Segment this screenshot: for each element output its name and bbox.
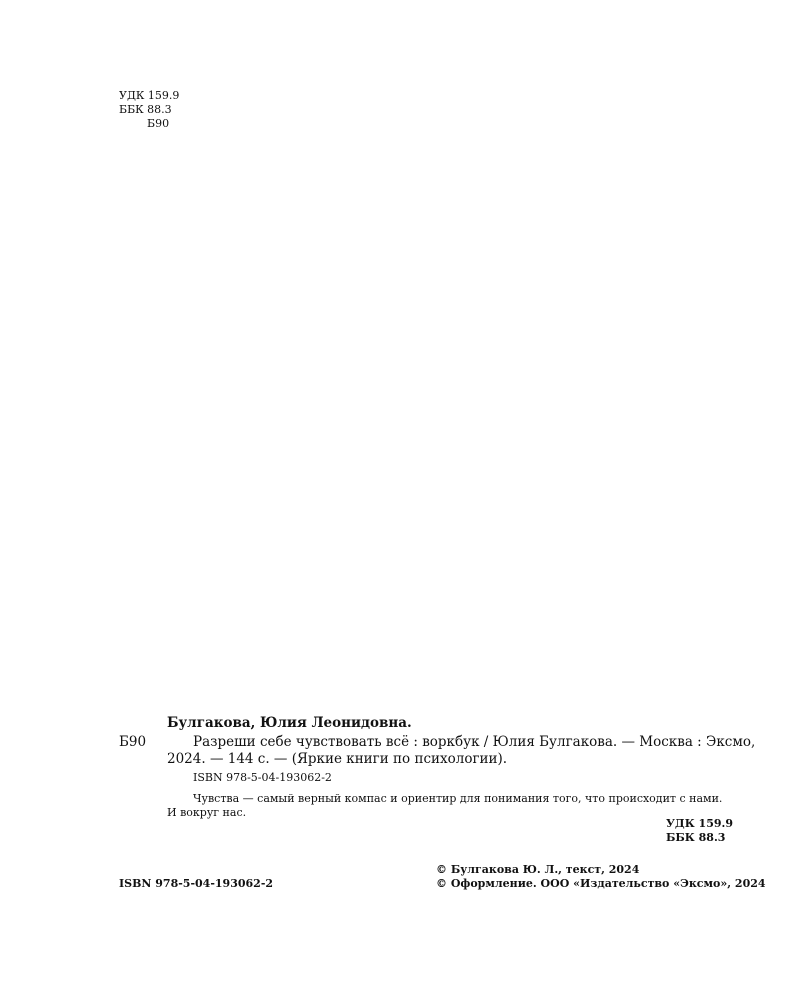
- author-mark-top: Б90: [147, 117, 170, 130]
- annotation-line-2: И вокруг нас.: [167, 806, 247, 819]
- copyright-design: © Оформление. ООО «Издательство «Эксмо», 2024: [436, 877, 766, 890]
- description-line-2: 2024. — 144 с. — (Яркие книги по психологии).: [167, 751, 508, 767]
- copyright-text: © Булгакова Ю. Л., текст, 2024: [436, 863, 640, 876]
- annotation-line-1: Чувства — самый верный компас и ориентир для понимания того, что происходит с нами.: [193, 792, 723, 805]
- bbk-code-bottom: ББК 88.3: [666, 831, 726, 844]
- udk-code-bottom: УДК 159.9: [666, 817, 733, 830]
- record-isbn: ISBN 978-5-04-193062-2: [193, 771, 332, 784]
- author-mark: Б90: [119, 734, 147, 750]
- description-line-1: Разреши себе чувствовать всё : воркбук / Юлия Булгакова. — Москва : Эксмо,: [193, 734, 756, 750]
- bbk-code-top: ББК 88.3: [119, 103, 172, 116]
- udk-code-top: УДК 159.9: [119, 89, 180, 102]
- footer-isbn: ISBN 978-5-04-193062-2: [119, 877, 274, 890]
- author-heading: Булгакова, Юлия Леонидовна.: [167, 715, 412, 731]
